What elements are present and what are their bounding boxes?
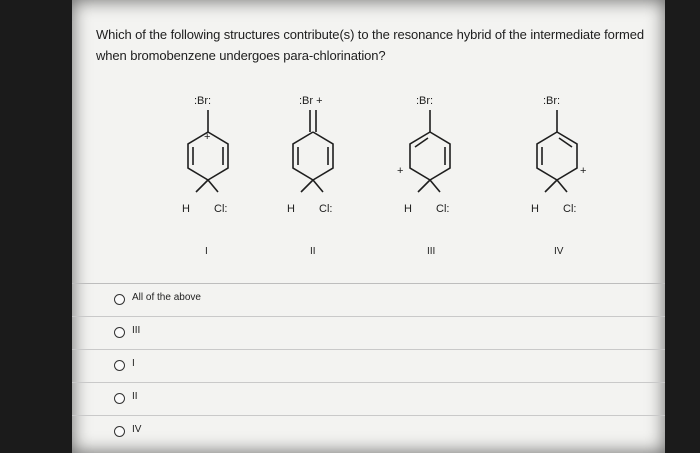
charge-plus-iii: + (397, 165, 404, 177)
structure-numeral: I (205, 246, 208, 257)
option-label: IV (132, 424, 142, 435)
bromine-label: :Br: (194, 95, 212, 107)
option-label: III (132, 325, 141, 336)
radio-button[interactable] (114, 393, 125, 404)
option-iv[interactable] (72, 415, 665, 448)
option-all-of-the-above[interactable] (72, 283, 665, 316)
option-i[interactable] (72, 349, 665, 382)
structure-numeral: III (427, 246, 436, 257)
structure-iv-ring (537, 110, 577, 192)
chlorine-label: Cl: (563, 203, 577, 215)
option-label: I (132, 358, 135, 369)
radio-button[interactable] (114, 426, 125, 437)
bromine-label: :Br: (543, 95, 561, 107)
structures-drawing (72, 70, 665, 270)
hydrogen-label: H (182, 203, 190, 215)
chlorine-label: Cl: (436, 203, 450, 215)
question-sheet (72, 0, 665, 453)
bromine-label: :Br + (299, 95, 323, 107)
structure-numeral: II (310, 246, 316, 257)
option-label: All of the above (132, 292, 201, 303)
structure-numeral: IV (554, 246, 564, 257)
resonance-structures (72, 70, 665, 270)
chlorine-label: Cl: (319, 203, 333, 215)
hydrogen-label: H (404, 203, 412, 215)
option-label: II (132, 391, 138, 402)
radio-button[interactable] (114, 327, 125, 338)
structure-ii-ring (293, 110, 333, 192)
answer-options (72, 283, 665, 448)
bromine-label: :Br: (416, 95, 434, 107)
hydrogen-label: H (287, 203, 295, 215)
option-ii[interactable] (72, 382, 665, 415)
hydrogen-label: H (531, 203, 539, 215)
structure-iii-ring (410, 110, 450, 192)
radio-button[interactable] (114, 294, 125, 305)
radio-button[interactable] (114, 360, 125, 371)
option-iii[interactable] (72, 316, 665, 349)
charge-plus-i: + (204, 131, 211, 143)
charge-plus-iv: + (580, 165, 587, 177)
structure-i-ring (188, 110, 228, 192)
question-text: Which of the following structures contribute(s) to the resonance hybrid of the intermediate formed when bromobenzene undergoes para-chlorination? (96, 27, 645, 63)
chlorine-label: Cl: (214, 203, 228, 215)
